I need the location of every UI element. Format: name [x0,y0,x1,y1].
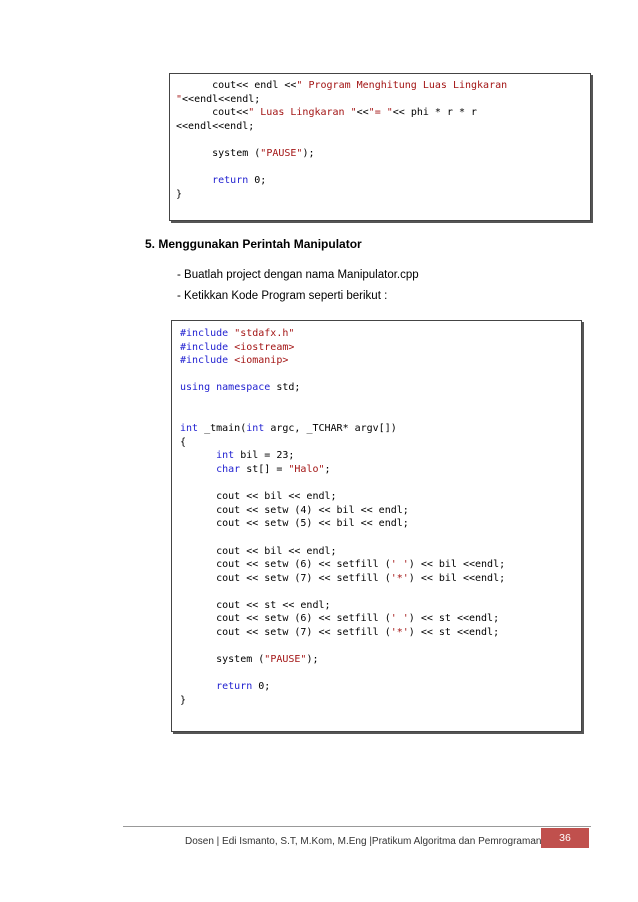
code-token: cout<< endl << [176,80,297,91]
code-token: system ( [176,147,261,159]
code-token: ) << bil <<endl; [408,559,506,571]
code-token: "Halo" [288,463,325,475]
code-line [180,517,505,531]
code-token: cout << setw (6) << setfill ( [180,559,391,571]
code-token [180,450,216,461]
code-token [180,681,216,692]
code-token: ) << st <<endl; [408,613,500,625]
code-token: cout << bil << endl; [180,491,337,503]
code-token: bil = 23; [234,450,295,462]
code-line [176,93,507,107]
code-token: std; [270,382,301,394]
code-token: "= " [368,107,393,119]
code-line [180,640,505,654]
code-token [180,464,216,475]
code-line [180,694,505,708]
code-line [180,341,505,355]
code-line [180,626,505,640]
code-line [180,381,505,395]
section-heading: 5. Menggunakan Perintah Manipulator [145,237,362,251]
code-token: cout << setw (7) << setfill ( [180,627,391,639]
code-line [180,667,505,681]
code-line [180,572,505,586]
code-line [180,680,505,694]
code-token: <iostream> [234,341,295,353]
code-line [180,531,505,545]
code-token: int [216,450,235,462]
code-block-manipulator [171,320,582,732]
code-token: using [180,382,211,394]
bullet-create-project: - Buatlah project dengan nama Manipulator.cpp [177,269,419,281]
code-token: #include [180,328,235,339]
code-token: " Luas Lingkaran " [248,107,357,119]
code-line [180,585,505,599]
code-token: { [180,436,187,448]
code-line [180,449,505,463]
code-line [180,477,505,491]
code-line [180,612,505,626]
code-token: cout << setw (5) << bil << endl; [180,518,409,530]
code-token: system ( [180,654,265,666]
code-line [180,653,505,667]
code-line [180,395,505,409]
code-line [176,188,507,202]
code-token: #include [180,341,235,353]
code-token: ; [324,463,331,475]
code-token: char [216,463,241,475]
code-token: ) << st <<endl; [408,627,500,639]
code-line [180,327,505,341]
code-token: " Program Menghitung Luas Lingkaran [296,80,508,91]
code-line [176,106,507,120]
code-line [180,463,505,477]
code-block-previous [169,73,591,221]
code-token: "stdafx.h" [234,328,295,339]
code-listing-manipulator [180,327,505,708]
code-line [176,79,507,93]
code-line [180,409,505,423]
code-token: st[] = [240,463,289,475]
code-token: int [246,423,265,435]
code-token: 0; [252,681,271,693]
code-token: << [356,107,369,119]
code-token: ); [306,654,319,666]
code-token: cout << setw (4) << bil << endl; [180,504,409,516]
code-line [176,174,507,188]
bullet-type-code: - Ketikkan Kode Program seperti berikut : [177,290,388,302]
footer-text: Dosen | Edi Ismanto, S.T, M.Kom, M.Eng |Pratikum Algoritma dan Pemrograman [185,836,542,847]
code-line [176,120,507,134]
code-token: '*' [390,572,409,584]
code-token: " [176,93,183,105]
code-token: ' ' [390,559,409,571]
code-line [180,545,505,559]
code-token: } [176,188,183,200]
code-token: argc, _TCHAR* argv[]) [264,423,397,435]
code-token: return [212,175,249,187]
code-line [180,354,505,368]
code-token: "PAUSE" [260,147,303,159]
code-token: int [180,423,199,435]
page-number-badge: 36 [541,828,589,848]
code-line [176,161,507,175]
code-line [180,599,505,613]
code-token: <iomanip> [234,355,289,367]
code-line [180,504,505,518]
code-token: cout << setw (7) << setfill ( [180,572,391,584]
code-token: 0; [248,175,267,187]
code-token: cout<< [176,107,249,119]
code-token: << phi * r * r [392,107,478,119]
code-token [176,175,212,186]
code-token: ); [302,147,315,159]
code-token: } [180,695,187,707]
code-token: cout << bil << endl; [180,545,337,557]
code-token: return [216,681,253,693]
code-token: ' ' [390,613,409,625]
code-line [180,422,505,436]
code-line [180,368,505,382]
code-token: cout << st << endl; [180,599,331,611]
code-line [176,133,507,147]
code-line [180,558,505,572]
code-token: <<endl<<endl; [176,120,255,132]
code-line [180,436,505,450]
code-line [180,490,505,504]
code-token: namespace [216,382,271,394]
code-line [176,147,507,161]
code-listing-luas-lingkaran [176,79,507,201]
code-token: _tmain( [198,423,247,435]
code-token: cout << setw (6) << setfill ( [180,613,391,625]
code-token: '*' [390,627,409,639]
code-token: ) << bil <<endl; [408,572,506,584]
footer-divider [123,826,591,827]
code-token: <<endl<<endl; [182,93,261,105]
code-token: #include [180,355,235,367]
code-token: "PAUSE" [264,654,307,666]
